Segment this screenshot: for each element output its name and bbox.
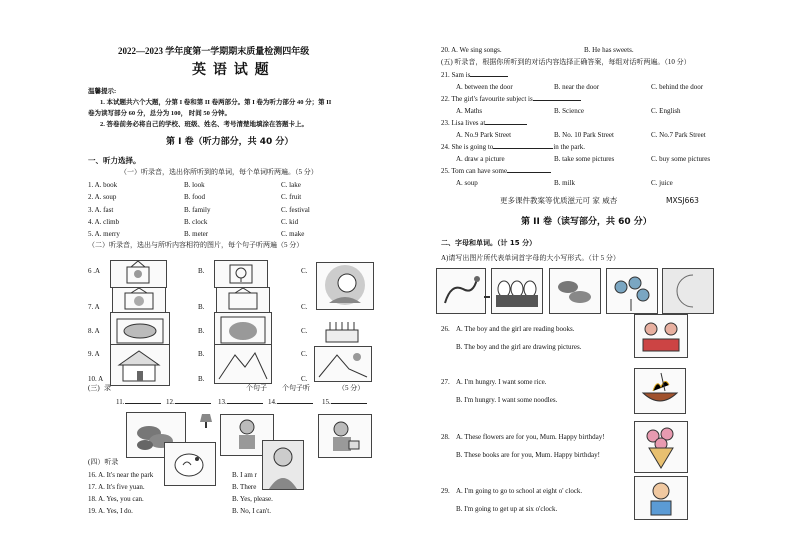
exam-title-main: 英 语 试 题: [192, 62, 270, 78]
instructions-heading: 温馨提示:: [88, 88, 117, 95]
q28-b: B. These books are for you, Mum. Happy birthday!: [456, 451, 600, 459]
part1-title: 第 I 卷（听力部分，共 40 分）: [166, 137, 294, 147]
blank-12: [166, 398, 211, 407]
pic-row-10-b: B.: [198, 375, 205, 383]
section3-fragment-c: 个句子听: [282, 384, 310, 392]
word-row-3-a: 3. A. fast: [88, 206, 114, 214]
girl-resting-image: [316, 262, 374, 310]
q22-text: 22. The girl's favourite subject is: [441, 95, 533, 103]
blank-15: [322, 398, 367, 407]
blank-13: [218, 398, 263, 407]
pic-row-7-a: 7. A: [88, 303, 100, 311]
q21-text: 21. Sam is: [441, 71, 471, 79]
word-row-4-b: B. clock: [184, 218, 208, 226]
q28-number: 28.: [441, 433, 450, 441]
word-row-3-c: C. festival: [281, 206, 310, 214]
q23-b: B. No. 10 Park Street: [554, 131, 614, 139]
q23-a: A. No.9 Park Street: [456, 131, 512, 139]
word-row-4-a: 4. A. climb: [88, 218, 120, 226]
pic-row-9-c: C.: [301, 350, 308, 358]
flowers-image: [606, 268, 658, 314]
q17-a: 17. A. It's five yuan.: [88, 483, 145, 491]
q23-c: C. No.7 Park Street: [651, 131, 706, 139]
dragon-image: [436, 268, 486, 314]
q25-a: A. soup: [456, 179, 478, 187]
blank-14: [268, 398, 313, 407]
q21-a: A. between the door: [456, 83, 513, 91]
q24-b: B. take some pictures: [554, 155, 615, 163]
blank-number: 15.: [322, 398, 331, 406]
pic-row-8-a: 8. A: [88, 327, 100, 335]
q24-c: C. buy some pictures: [651, 155, 711, 163]
q27-b: B. I'm hungry. I want some noodles.: [456, 396, 558, 404]
q22-b: B. Science: [554, 107, 584, 115]
word-row-2-c: C. fruit: [281, 193, 302, 201]
q23-text: 23. Lisa lives at: [441, 119, 486, 127]
q21-b: B. near the door: [554, 83, 600, 91]
section4-heading: (四）听录: [88, 458, 119, 466]
blank-number: 13.: [218, 398, 227, 406]
pic-row-6-b: B.: [198, 267, 205, 275]
woman-portrait-image: [262, 440, 304, 490]
q22-stem: [441, 95, 581, 104]
q23-stem: [441, 119, 527, 128]
word-row-2-a: 2. A. soup: [88, 193, 117, 201]
q29-number: 29.: [441, 487, 450, 495]
bag-image: [214, 312, 272, 348]
pic-row-7-b: B.: [198, 303, 205, 311]
word-row-5-b: B. meter: [184, 230, 209, 238]
section2a-heading: A)请写出图片所代表单词首字母的大小写形式。（计 5 分）: [441, 254, 620, 262]
boy-reading-image: [318, 414, 372, 458]
children-reading-image: [634, 314, 688, 358]
picture-frame-image: [216, 287, 270, 313]
picture-frame-image: [112, 287, 166, 313]
section2-heading: 二、字母和单词。（计 15 分）: [441, 239, 537, 247]
peanuts-image: [549, 268, 601, 314]
blank-number: 12.: [166, 398, 175, 406]
blank-11: [116, 398, 161, 407]
section3-fragment-b: 个句子: [246, 384, 267, 392]
word-row-1-b: B. look: [184, 181, 205, 189]
pic-row-8-c: C.: [301, 327, 308, 335]
exam-title-line: 2022—2023 学年度第一学期期末质量检测四年级: [118, 46, 310, 56]
section1-sub1: （一）听录音，选出你所听到的单词，每个单词听两遍。（5 分）: [120, 168, 318, 176]
q24-text: 24. She is going to: [441, 143, 494, 151]
q19-a: 19. A. Yes, I do.: [88, 507, 133, 515]
pic-row-9-a: 9. A: [88, 350, 100, 358]
section3-start: (三): [88, 384, 100, 392]
pic-row-10-a: 10. A: [88, 375, 104, 383]
word-row-1-a: 1. A. book: [88, 181, 118, 189]
instructions-item-2: 2. 答卷前务必将自己的学校、班级、姓名、考号清楚地填涂在答题卡上。: [100, 121, 308, 128]
q18-b: B. Yes, please.: [232, 495, 273, 503]
q26-b: B. The boy and the girl are drawing pictures.: [456, 343, 582, 351]
house-image: [110, 344, 170, 386]
word-row-2-b: B. food: [184, 193, 205, 201]
q16-b: B. I am r: [232, 471, 257, 479]
promo-code: MXSJ663: [666, 196, 699, 205]
word-row-5-c: C. make: [281, 230, 305, 238]
q22-a: A. Maths: [456, 107, 483, 115]
section3-fragment-d: （5 分）: [338, 384, 365, 392]
q24-stem: [441, 143, 585, 152]
q26-a: A. The boy and the girl are reading books.: [456, 325, 575, 333]
section1-heading: 一、听力选择。: [88, 156, 141, 165]
q27-number: 27.: [441, 378, 450, 386]
q29-b: B. I'm going to get up at six o'clock.: [456, 505, 558, 513]
section3-fragment-a: 录: [104, 384, 111, 392]
cake-image: [110, 312, 170, 348]
instructions-item-1: 1. 本试题共六个大题，分第 I 卷和第 II 卷两部分。第 I 卷为听力部分 40 分；第 II: [100, 99, 332, 106]
pic-row-6-c: C.: [301, 267, 308, 275]
q26-number: 26.: [441, 325, 450, 333]
section5-heading: (五) 听录音，根据你所听到的对话内容选择正确答案，每组对话听两遍。（10 分）: [441, 58, 691, 66]
connector-line: [484, 296, 490, 298]
q21-c: C. behind the door: [651, 83, 704, 91]
q28-a: A. These flowers are for you, Mum. Happy birthday!: [456, 433, 605, 441]
word-row-4-c: C. kid: [281, 218, 299, 226]
q29-a: A. I'm going to go to school at eight o' clock.: [456, 487, 583, 495]
picture-frame-image: [110, 260, 167, 288]
part2-title: 第 II 卷（读写部分，共 60 分）: [521, 217, 652, 227]
q16-a: 16. A. It's near the park: [88, 471, 154, 479]
q24-a: A. draw a picture: [456, 155, 505, 163]
girl-waking-up-image: [634, 476, 688, 520]
eggs-image: [491, 268, 543, 314]
pic-row-6-a: 6 .A: [88, 267, 101, 275]
q22-c: C. English: [651, 107, 681, 115]
pic-row-8-b: B.: [198, 327, 205, 335]
bird-image: [164, 442, 216, 486]
noodles-image: [634, 368, 686, 414]
word-row-1-c: C. lake: [281, 181, 301, 189]
pic-row-10-c: C.: [301, 375, 308, 383]
bouquet-image: [634, 421, 688, 473]
q25-b: B. milk: [554, 179, 576, 187]
promo-text: 更多课件教案等优质滋元可 家 威杏: [500, 196, 618, 205]
q25-stem: [441, 167, 551, 176]
q27-a: A. I'm hungry. I want some rice.: [456, 378, 547, 386]
q25-text: 25. Tom can have some: [441, 167, 508, 175]
blank-number: 14.: [268, 398, 277, 406]
q25-c: C. juice: [651, 179, 673, 187]
picture-frame-image: [214, 260, 268, 288]
mountain-image: [214, 344, 272, 384]
q18-a: 18. A. Yes, you can.: [88, 495, 144, 503]
q21-stem: [441, 71, 508, 80]
lamp-image: [200, 414, 212, 428]
q19-b: B. No, I can't.: [232, 507, 271, 515]
word-row-3-b: B. family: [184, 206, 211, 214]
q20-a: 20. A. We sing songs.: [441, 46, 502, 54]
blank-number: 11.: [116, 398, 125, 406]
pic-row-7-c: C.: [301, 303, 308, 311]
mountain-image: [314, 346, 372, 382]
section1-sub2: （二）听录音，选出与所听内容相符的图片，每个句子听两遍（5 分）: [88, 241, 304, 249]
instructions-item-1b: 卷为读写部分 60 分，总分为 100， 时间 50 分钟。: [88, 110, 231, 117]
q20-b: B. He has sweets.: [584, 46, 634, 54]
pic-row-9-b: B.: [198, 350, 205, 358]
birthday-cake-image: [320, 318, 364, 344]
q24-text-end: in the park.: [553, 143, 585, 151]
word-row-5-a: 5. A. merry: [88, 230, 120, 238]
moon-image: [662, 268, 714, 314]
q17-b: B. There: [232, 483, 257, 491]
